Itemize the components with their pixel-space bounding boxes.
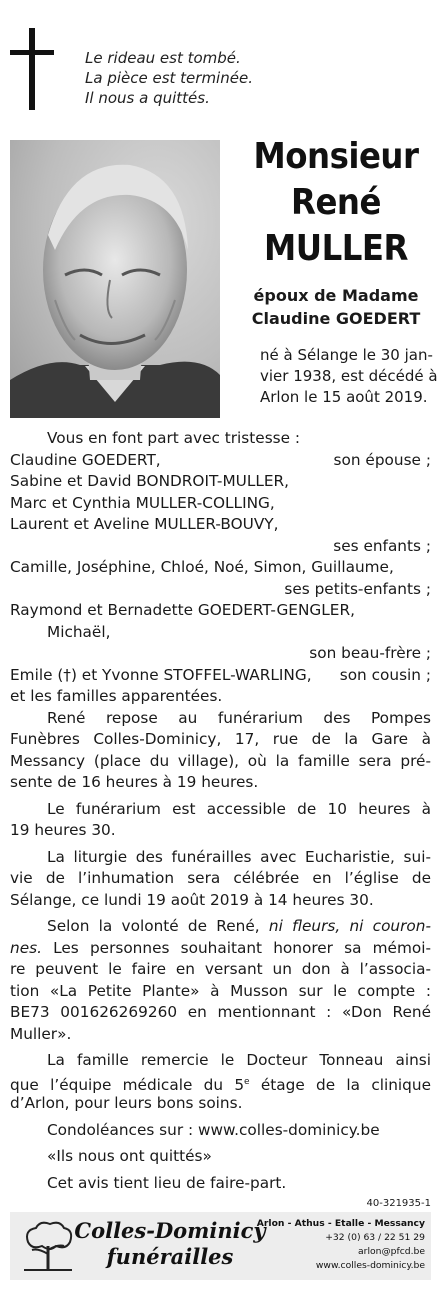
family-line: Marc et Cynthia MULLER-COLLING,: [10, 493, 275, 512]
family-line: Raymond et Bernadette GOEDERT-GENGLER,: [10, 601, 355, 619]
funeral-home-footer: [10, 1212, 431, 1280]
spouse-line: Claudine GOEDERT: [251, 309, 421, 328]
spouse-line: époux de Madame: [253, 286, 419, 305]
family-relation: son épouse ;: [333, 450, 431, 469]
birth-line: né à Sélange le 30 jan-: [260, 346, 433, 364]
condolences-line: Condoléances sur : www.colles-dominicy.be: [47, 1120, 380, 1139]
family-intro: Vous en font part avec tristesse :: [47, 429, 301, 447]
family-line: Sabine et David BONDROIT-MULLER,: [10, 472, 290, 490]
family-member: Claudine GOEDERT,: [10, 450, 161, 469]
spouse-info: [236, 284, 436, 330]
announcement-body: [10, 428, 431, 1194]
poem-line: La pièce est terminée.: [85, 69, 253, 87]
para-line: Messancy (place du village), où la famille sera pré-: [10, 751, 431, 770]
text: que l’équipe médicale du 5: [10, 1075, 245, 1093]
poem: [85, 48, 253, 108]
brand-name: [70, 1218, 270, 1270]
poem-line: Il nous a quittés.: [85, 89, 210, 107]
para-line: Funèbres Colles-Dominicy, 17, rue de la Gare à: [10, 730, 431, 748]
website-link[interactable]: www.colles-dominicy.be: [315, 1260, 425, 1271]
superscript: e: [244, 1076, 250, 1087]
tree-logo-icon: [20, 1220, 76, 1272]
family-member: Emile (†) et Yvonne STOFFEL-WARLING,: [10, 665, 312, 684]
family-line: [10, 665, 431, 687]
para-line: [10, 916, 431, 938]
poem-line: Le rideau est tombé.: [85, 49, 241, 67]
brand-line: funérailles: [106, 1244, 234, 1269]
para-line: [10, 1072, 431, 1094]
notice-line: Cet avis tient lieu de faire-part.: [47, 1173, 287, 1192]
para-line: 19 heures 30.: [10, 821, 116, 839]
family-relation: ses petits-enfants ;: [284, 579, 431, 598]
family-line: [10, 536, 431, 558]
text: Les personnes souhaitant honorer sa mémoi-: [53, 938, 431, 957]
text: étage de la clinique: [249, 1075, 431, 1093]
birth-line: vier 1938, est décédé à: [260, 367, 438, 385]
text-italic: nes.: [10, 938, 42, 957]
phone: +32 (0) 63 / 22 51 29: [325, 1232, 425, 1243]
para-line: BE73 001626269260 en mentionnant : «Don René: [10, 1003, 431, 1021]
family-line: [10, 643, 431, 665]
locations: Arlon - Athus - Etalle - Messancy: [256, 1218, 425, 1229]
last-name: MULLER: [264, 228, 408, 269]
para-line: René repose au funérarium des Pompes: [47, 708, 431, 727]
family-line: Laurent et Aveline MULLER-BOUVY,: [10, 515, 279, 533]
quote-line: «Ils nous ont quittés»: [47, 1147, 212, 1165]
brand-line: Colles-Dominicy: [74, 1218, 266, 1243]
family-line: et les familles apparentées.: [10, 687, 223, 705]
family-relation: son beau-frère ;: [309, 644, 431, 662]
para-line: Sélange, ce lundi 19 août 2019 à 14 heures 30.: [10, 890, 374, 909]
family-line: [10, 450, 431, 472]
contact-info: [257, 1217, 425, 1273]
portrait-photo: [10, 140, 220, 418]
family-line: Camille, Joséphine, Chloé, Noé, Simon, Guillaume,: [10, 558, 394, 576]
first-name: René: [291, 182, 381, 223]
para-line: La famille remercie le Docteur Tonneau ainsi: [47, 1051, 431, 1069]
email-link[interactable]: arlon@pfcd.be: [358, 1246, 425, 1257]
title: Monsieur: [253, 136, 419, 177]
para-line: re peuvent le faire en versant un don à l’associa-: [10, 960, 431, 978]
family-line: [10, 579, 431, 601]
para-line: [10, 938, 431, 960]
para-line: tion «La Petite Plante» à Musson sur le compte :: [10, 981, 431, 1000]
family-line: Michaël,: [47, 622, 111, 641]
para-line: vie de l’inhumation sera célébrée en l’église de: [10, 869, 431, 887]
para-line: d’Arlon, pour leurs bons soins.: [10, 1094, 243, 1112]
deceased-name: [236, 134, 436, 272]
text-italic: ni fleurs, ni couron-: [268, 917, 431, 935]
reference-number: 40-321935-1: [366, 1198, 431, 1209]
family-relation: son cousin ;: [339, 665, 431, 684]
birth-line: Arlon le 15 août 2019.: [260, 388, 428, 406]
para-line: sente de 16 heures à 19 heures.: [10, 773, 259, 791]
para-line: Le funérarium est accessible de 10 heures à: [47, 799, 431, 818]
birth-death-info: [260, 345, 438, 408]
text: Selon la volonté de René,: [47, 917, 260, 935]
family-relation: ses enfants ;: [333, 536, 431, 555]
cross-icon: [10, 28, 54, 110]
para-line: La liturgie des funérailles avec Eucharistie, sui-: [47, 847, 431, 866]
para-line: Muller».: [10, 1024, 72, 1043]
